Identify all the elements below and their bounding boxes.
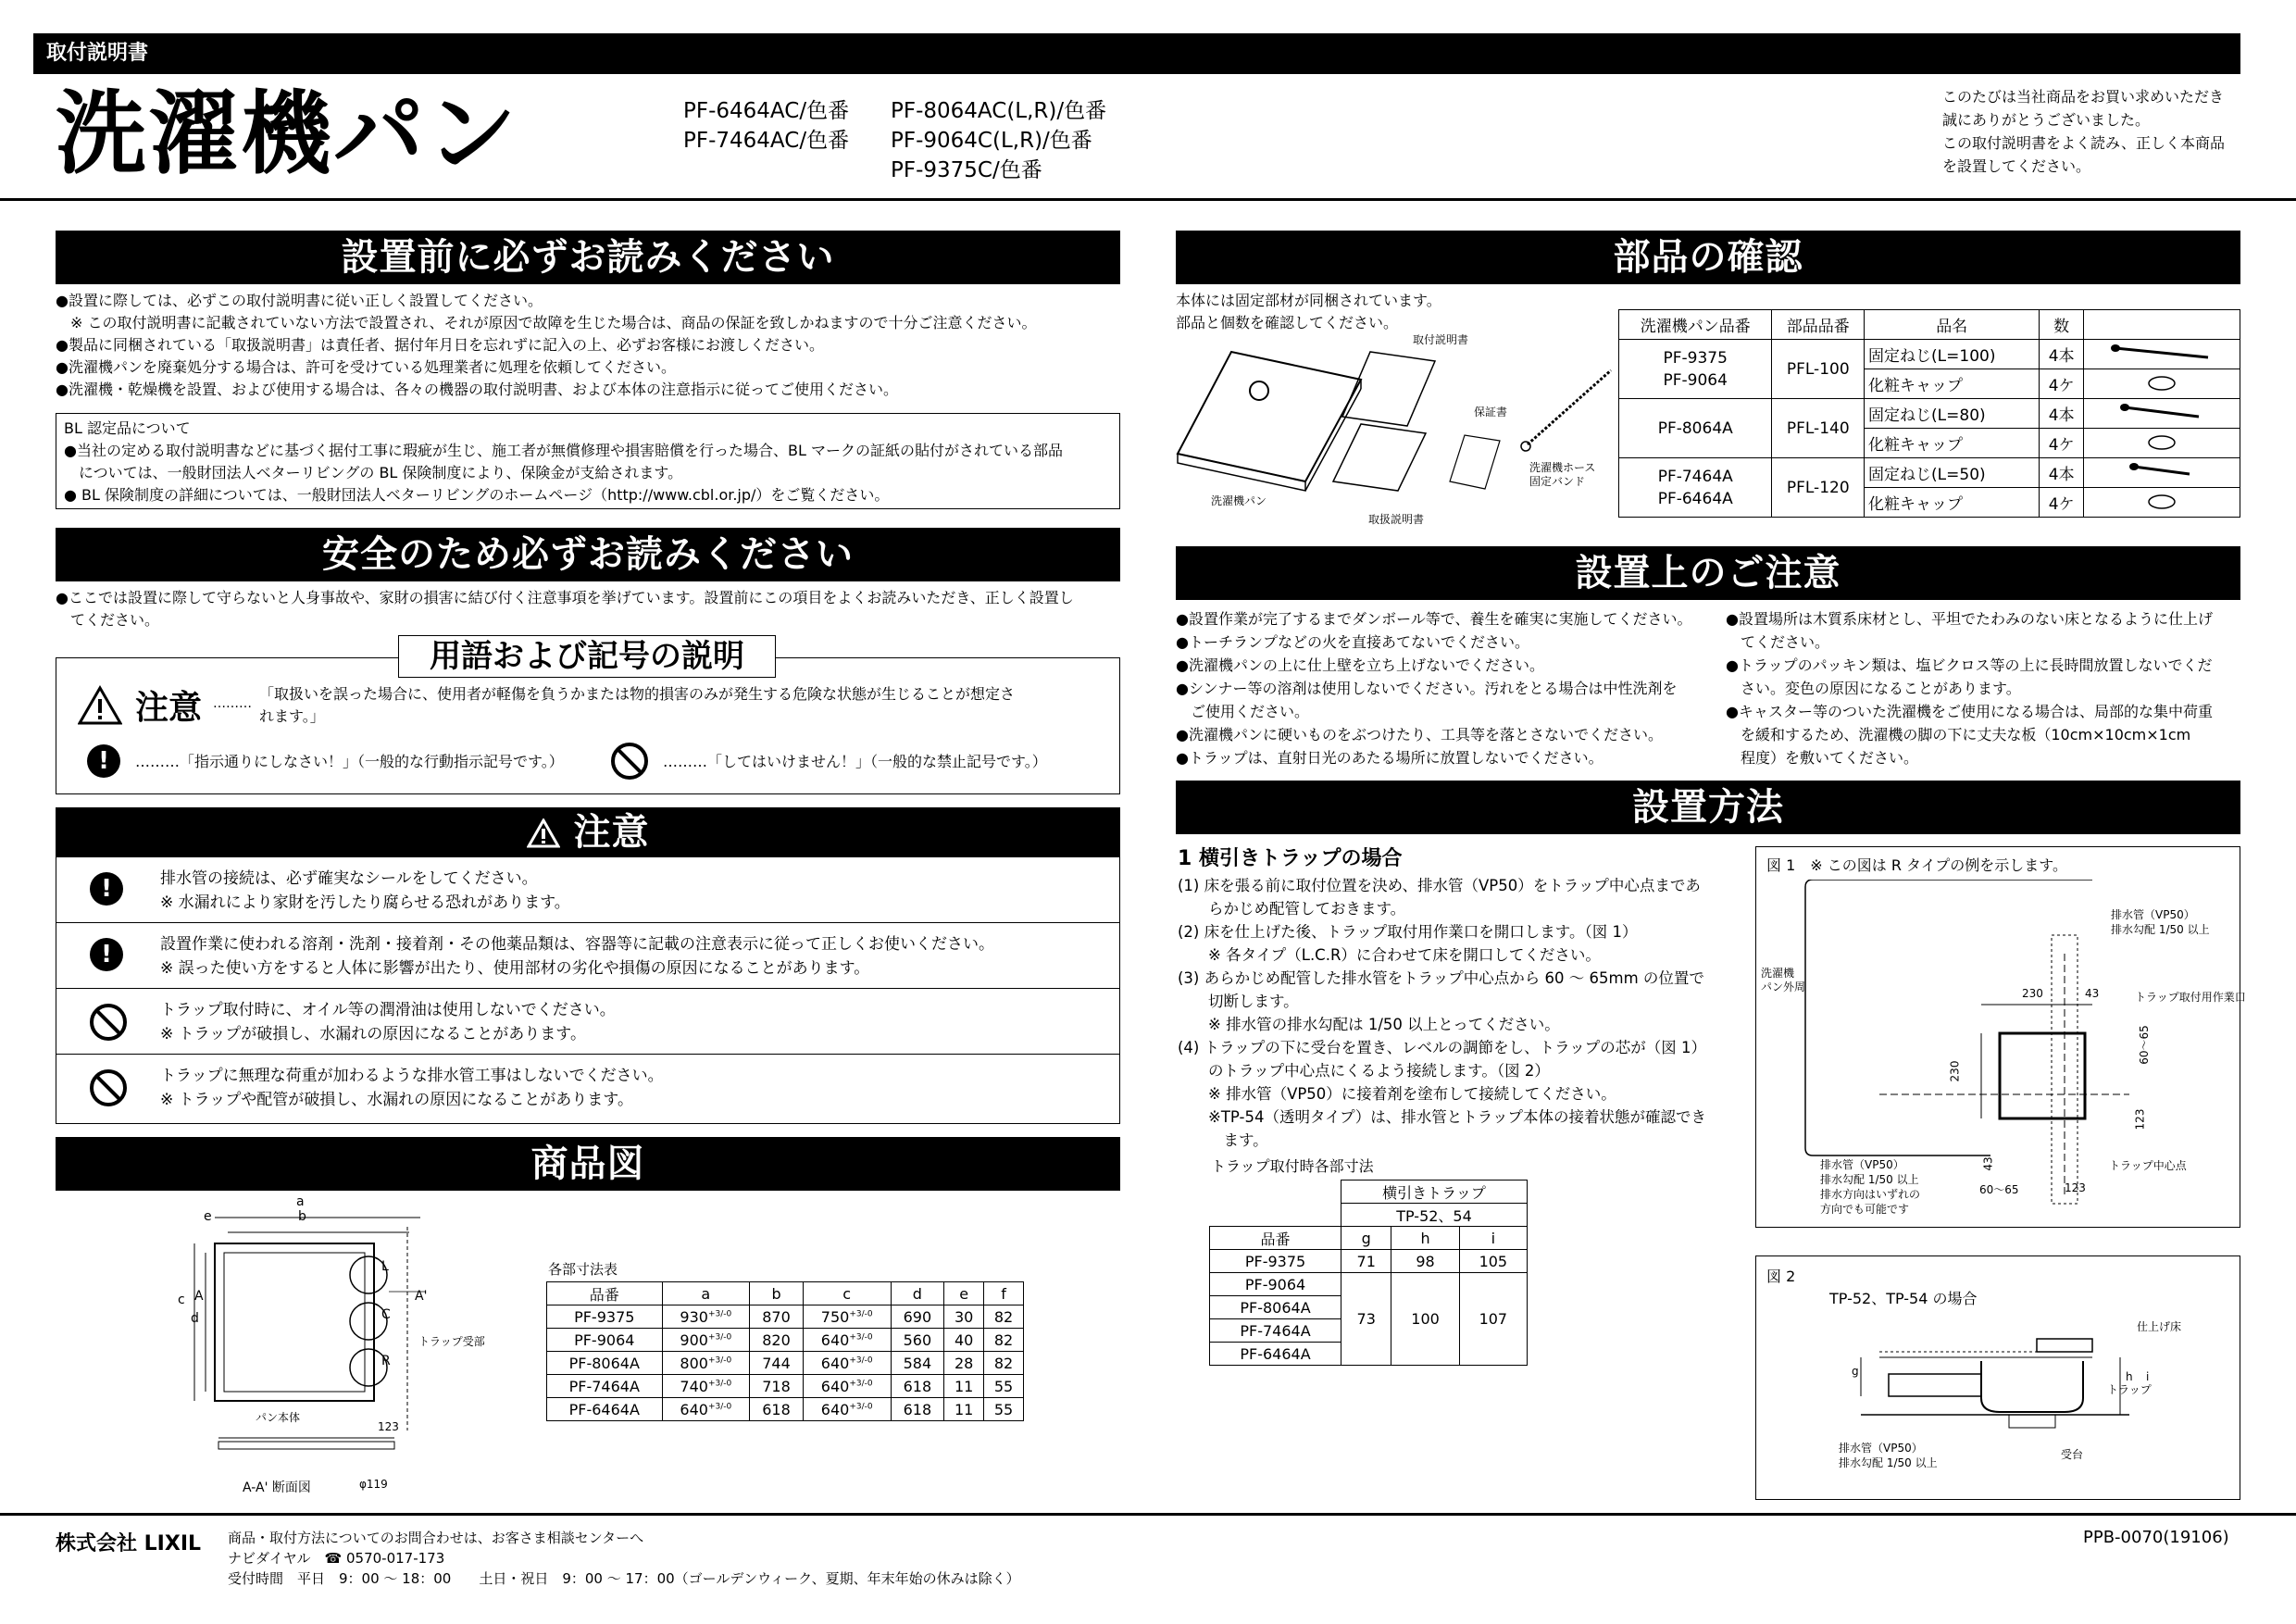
- td: 584: [891, 1352, 944, 1375]
- td: 4本: [2040, 458, 2084, 488]
- table-row: [1210, 1181, 1528, 1204]
- step: ※ 各タイプ（L.C.R）に合わせて床を開口してください。: [1178, 946, 1601, 964]
- td-val: 750: [820, 1307, 850, 1326]
- td: 744: [750, 1352, 804, 1375]
- step: のトラップ中心点にくるよう接続します。（図 2）: [1178, 1062, 1550, 1080]
- td: PF-8064A: [547, 1352, 663, 1375]
- th: 洗濯機パン品番: [1619, 310, 1772, 340]
- model: PF-9375C/色番: [891, 158, 1042, 182]
- dim-table: [546, 1281, 1024, 1421]
- th: h: [1391, 1227, 1459, 1250]
- note: ●トーチランプなどの火を直接あてないでください。: [1176, 633, 1529, 651]
- caution-line: トラップ取付時に、オイル等の潤滑油は使用しないでください。: [160, 1001, 616, 1019]
- step: ※TP-54（透明タイプ）は、排水管とトラップ本体の接着状態が確認でき: [1178, 1108, 1706, 1126]
- td: 105: [1459, 1250, 1527, 1273]
- screw-icon: [2084, 399, 2240, 429]
- th: i: [1459, 1227, 1527, 1250]
- dim-label: 123: [378, 1420, 399, 1433]
- dim-label: e: [204, 1209, 212, 1224]
- td: 4ケ: [2040, 369, 2084, 399]
- tol: +3/-0: [707, 1355, 732, 1366]
- td: [1210, 1181, 1341, 1227]
- bl-line: ●当社の定める取付説明書などに基づく据付工事に瑕疵が生じ、施工者が無償修理や損害賠償を行った場合、BL マークの証紙の貼付がされている部品: [64, 442, 1063, 459]
- part-label: 取付説明書: [1413, 333, 1469, 346]
- table-row: [1210, 1273, 1528, 1296]
- caution-desc: [259, 683, 1092, 728]
- dim-label: a: [296, 1194, 305, 1209]
- dim-label: A: [194, 1289, 204, 1304]
- fig2-slope-text: 排水勾配 1/50 以上: [1839, 1456, 1938, 1469]
- fig2-drain: [1839, 1441, 1938, 1470]
- td: [662, 1398, 750, 1421]
- model: PF-6464AC/色番: [683, 99, 850, 123]
- th: 横引きトラップ: [1341, 1181, 1528, 1204]
- caution-desc-line: れます。」: [259, 707, 325, 725]
- table-row: [547, 1398, 1024, 1421]
- td: 化粧キャップ: [1865, 429, 2040, 458]
- th: [2084, 310, 2240, 340]
- pan-no: PF-9064: [1663, 370, 1728, 390]
- before-item: ●洗濯機パンを廃棄処分する場合は、許可を受けている処理業者に処理を依頼してください。: [56, 358, 676, 376]
- td-val: 800: [680, 1354, 708, 1372]
- td: 107: [1459, 1273, 1527, 1366]
- footer-line: ナビダイヤル ☎ 0570-017-173: [228, 1550, 445, 1567]
- td: 固定ねじ(L=100): [1865, 340, 2040, 369]
- model-list-2: [891, 96, 1106, 185]
- before-item: ●製品に同梱されている「取扱説明書」は責任者、据付年月日を忘れずに記入の上、必ずお客様にお渡しください。: [56, 336, 824, 354]
- td: 化粧キャップ: [1865, 369, 2040, 399]
- greeting-line: 誠にありがとうございました。: [1942, 111, 2151, 129]
- td: [803, 1305, 891, 1329]
- caution-line: ※ トラップや配管が破損し、水漏れの原因になることがあります。: [160, 1091, 633, 1109]
- td-val: 640: [820, 1377, 850, 1395]
- dim: 60～65: [2137, 1025, 2151, 1065]
- td: PF-6464A: [1210, 1343, 1341, 1366]
- td: 40: [944, 1329, 984, 1352]
- trap-label: トラップ受部: [418, 1335, 485, 1348]
- section-header-before: 設置前に必ずお読みください: [56, 231, 1120, 284]
- fig1-dir-line: 排水方向はいずれの: [1820, 1188, 1921, 1201]
- fig2-floor: 仕上げ床: [2137, 1320, 2182, 1333]
- th: d: [891, 1282, 944, 1305]
- td-val: 740: [680, 1377, 708, 1395]
- dim-label: φ119: [359, 1478, 388, 1491]
- tol: +3/-0: [707, 1309, 732, 1319]
- fig1-drain2: [1820, 1157, 1920, 1217]
- safety-intro-line: ●ここでは設置に際して守らないと人身事故や、家財の損害に結び付く注意事項を挙げています。設置前にこの項目をよくお読みいただき、正しく設置し: [56, 589, 1074, 606]
- warning-triangle-icon: [527, 818, 560, 848]
- tol: +3/-0: [849, 1355, 873, 1366]
- caution-word: 注意: [135, 689, 203, 727]
- caution-line: トラップに無理な荷重が加わるような排水管工事はしないでください。: [160, 1067, 664, 1085]
- th: 数: [2040, 310, 2084, 340]
- trap-table: [1209, 1180, 1528, 1366]
- safety-intro: [56, 587, 1129, 631]
- table-row: [1619, 340, 2240, 369]
- footer-contact: [228, 1528, 1020, 1589]
- caution-text: [160, 867, 570, 915]
- td: [662, 1329, 750, 1352]
- footer-line: 受付時間 平日 9：00 ～ 18：00 土日・祝日 9：00 ～ 17：00（ゴールデンウィーク、夏期、年末年始の休みは除く）: [228, 1570, 1020, 1587]
- bl-box: [56, 413, 1120, 509]
- pan-no: PF-9375: [1663, 348, 1728, 368]
- note: ●設置場所は木質系床材とし、平坦でたわみのない床となるように仕上げ: [1726, 610, 2213, 628]
- section-header-safety: 安全のため必ずお読みください: [56, 528, 1120, 581]
- before-list: [56, 290, 1129, 401]
- caution-line: 設置作業に使われる溶剤・洗剤・接着剤・その他薬品類は、容器等に記載の注意表示に従って正しくお使いください。: [160, 935, 994, 954]
- fig2-trap: トラップ: [2107, 1383, 2152, 1396]
- table-row: [547, 1329, 1024, 1352]
- dim-table-title: 各部寸法表: [548, 1261, 618, 1278]
- td: 618: [891, 1398, 944, 1421]
- th: g: [1341, 1227, 1391, 1250]
- fig2-title: 図 2: [1766, 1268, 1796, 1285]
- parts-intro-line: 本体には固定部材が同梱されています。: [1176, 292, 1441, 309]
- mandatory-desc: ………「指示通りにしなさい！」（一般的な行動指示記号です。）: [135, 753, 564, 770]
- pan-no: PF-6464A: [1657, 489, 1733, 508]
- td: [1619, 340, 1772, 399]
- prohibit-icon: [611, 743, 648, 780]
- th: f: [984, 1282, 1024, 1305]
- warning-triangle-icon: [78, 685, 122, 726]
- td: PF-8064A: [1210, 1296, 1341, 1319]
- fig1-dir-line: 方向でも可能です: [1820, 1203, 1910, 1216]
- page-title: 洗濯機パン: [56, 81, 519, 187]
- band-label: 固定バンド: [1529, 475, 1586, 488]
- note: ●設置作業が完了するまでダンボール等で、養生を確実に実施してください。: [1176, 610, 1692, 628]
- caution-line: ※ 誤った使い方をすると人体に影響が出たり、使用部材の劣化や損傷の原因になることがあります。: [160, 959, 870, 978]
- td: 11: [944, 1375, 984, 1398]
- th: b: [750, 1282, 804, 1305]
- caution-desc-line: 「取扱いを誤った場合に、使用者が軽傷を負うかまたは物的損害のみが発生する危険な状態が生じることが想定さ: [259, 685, 1016, 703]
- mandatory-icon: !: [90, 938, 123, 971]
- td: 820: [750, 1329, 804, 1352]
- fig2-sub: TP-52、TP-54 の場合: [1829, 1290, 1978, 1307]
- td: 固定ねじ(L=50): [1865, 458, 2040, 488]
- fig2-drain-text: 排水管（VP50）: [1839, 1442, 1923, 1455]
- td: 4ケ: [2040, 429, 2084, 458]
- note: ●キャスター等のついた洗濯機をご使用になる場合は、局部的な集中荷重: [1726, 703, 2213, 720]
- caution-row: [56, 989, 1119, 1055]
- td: 618: [891, 1375, 944, 1398]
- td-val: 900: [680, 1330, 708, 1349]
- td: PF-8064A: [1619, 399, 1772, 458]
- td: 28: [944, 1352, 984, 1375]
- td: 690: [891, 1305, 944, 1329]
- fig1-opening: トラップ取付用作業口: [2135, 991, 2246, 1004]
- td: 870: [750, 1305, 804, 1329]
- td-val: 640: [820, 1400, 850, 1418]
- td: PF-9375: [1210, 1250, 1341, 1273]
- step: ※ 排水管（VP50）に接着剤を塗布して接続してください。: [1178, 1085, 1616, 1103]
- td: 82: [984, 1305, 1024, 1329]
- fig2-base: 受台: [2061, 1448, 2084, 1461]
- dim-label: C: [381, 1307, 391, 1322]
- step: (3) あらかじめ配管した排水管をトラップ中心点から 60 ～ 65mm の位置で: [1178, 969, 1704, 987]
- table-row: [1619, 399, 2240, 429]
- note: ●洗濯機パンの上に仕上壁を立ち上げないでください。: [1176, 656, 1544, 674]
- note: を緩和するため、洗濯機の脚の下に丈夫な板（10cm×10cm×1cm: [1726, 726, 2191, 743]
- fig1-outer-line: 洗濯機: [1761, 967, 1795, 980]
- mandatory-icon: !: [87, 744, 120, 778]
- greeting-line: を設置してください。: [1942, 157, 2091, 175]
- dim-label: b: [298, 1209, 306, 1224]
- step: ※ 排水管の排水勾配は 1/50 以上とってください。: [1178, 1016, 1560, 1033]
- td-val: 930: [680, 1307, 708, 1326]
- table-row: [1619, 458, 2240, 488]
- th: e: [944, 1282, 984, 1305]
- parts-table: [1618, 309, 2240, 518]
- before-item: ●設置に際しては、必ずこの取付説明書に従い正しく設置してください。: [56, 292, 543, 309]
- trap-table-title: トラップ取付時各部寸法: [1211, 1157, 1374, 1175]
- part-label: [1529, 461, 1595, 489]
- pan-no: PF-7464A: [1657, 467, 1733, 486]
- fig1-outer: [1761, 967, 1805, 994]
- dim: 230: [2022, 987, 2043, 1000]
- td: PF-9064: [1210, 1273, 1341, 1296]
- section-header-method: 設置方法: [1176, 781, 2240, 834]
- screw-icon: [2084, 340, 2240, 369]
- td-val: 640: [820, 1354, 850, 1372]
- td: [803, 1352, 891, 1375]
- greeting: [1942, 85, 2248, 178]
- dim: i: [2146, 1370, 2150, 1383]
- dim-label: c: [178, 1293, 185, 1307]
- td: PFL-120: [1772, 458, 1865, 518]
- parts-intro: [1176, 290, 1441, 334]
- tol: +3/-0: [849, 1332, 873, 1343]
- caution-line: ※ 水漏れにより家財を汚したり腐らせる恐れがあります。: [160, 893, 570, 912]
- note: ●シンナー等の溶剤は使用しないでください。汚れをとる場合は中性洗剤を: [1176, 680, 1678, 697]
- dim: 230: [1948, 1060, 1962, 1082]
- bl-line: については、一般財団法人ベターリビングの BL 保険制度により、保険金が支給されます。: [64, 464, 683, 481]
- header-rule: [0, 198, 2296, 201]
- td: [803, 1398, 891, 1421]
- table-row: [1210, 1227, 1528, 1250]
- table-row: [1619, 310, 2240, 340]
- td: 618: [750, 1398, 804, 1421]
- doc-code: PPB-0070(19106): [2083, 1528, 2229, 1547]
- mandatory-icon: !: [90, 872, 123, 906]
- fig1-drain-text: 排水管（VP50）: [2111, 908, 2195, 921]
- td: 固定ねじ(L=80): [1865, 399, 2040, 429]
- step: 切断します。: [1178, 993, 1299, 1010]
- td: [803, 1329, 891, 1352]
- td: 4ケ: [2040, 488, 2084, 518]
- step: (2) 床を仕上げた後、トラップ取付用作業口を開口します。（図 1）: [1178, 923, 1638, 941]
- greeting-line: この取付説明書をよく読み、正しく本商品: [1942, 134, 2225, 152]
- th: 品名: [1865, 310, 2040, 340]
- th: 部品品番: [1772, 310, 1865, 340]
- caution-header: [56, 807, 1120, 857]
- dim-label: A': [415, 1289, 428, 1304]
- note: ●洗濯機パンに硬いものをぶつけたり、工具等を落とさないでください。: [1176, 726, 1663, 743]
- section-label: A-A' 断面図: [243, 1480, 311, 1495]
- caution-line: 排水管の接続は、必ず確実なシールをしてください。: [160, 869, 538, 888]
- model-list-1: [683, 96, 849, 156]
- table-row: [547, 1375, 1024, 1398]
- td: [662, 1352, 750, 1375]
- method-steps: [1178, 874, 1733, 1152]
- td: PF-6464A: [547, 1398, 663, 1421]
- cap-icon: [2084, 488, 2240, 518]
- parts-drawing: [1176, 333, 1620, 518]
- dim-label: L: [381, 1259, 389, 1274]
- td-val: 640: [820, 1330, 850, 1349]
- bl-line: BL 認定品について: [64, 419, 191, 437]
- before-item: ※ この取付説明書に記載されていない方法で設置され、それが原因で故障を生じた場合は、商品の保証を致しかねますので十分ご注意ください。: [56, 314, 1037, 331]
- notes-left: [1176, 607, 1713, 769]
- td: PF-7464A: [547, 1375, 663, 1398]
- section-header-product: 商品図: [56, 1137, 1120, 1191]
- company-name: 株式会社 LIXIL: [56, 1532, 202, 1555]
- td: [662, 1375, 750, 1398]
- td: 55: [984, 1375, 1024, 1398]
- td: 11: [944, 1398, 984, 1421]
- caution-text: [160, 1064, 664, 1112]
- td: 82: [984, 1352, 1024, 1375]
- note: 程度）を敷いてください。: [1726, 749, 1919, 767]
- td: PF-9375: [547, 1305, 663, 1329]
- caution-text: [160, 998, 616, 1046]
- td: 55: [984, 1398, 1024, 1421]
- step: らかじめ配管しておきます。: [1178, 900, 1406, 918]
- prohibit-desc: ………「してはいけません！」（一般的な禁止記号です。）: [663, 753, 1047, 770]
- th: 品番: [1210, 1227, 1341, 1250]
- notes-right: [1726, 607, 2244, 769]
- fig1-center: トラップ中心点: [2109, 1159, 2187, 1172]
- th: TP-52、54: [1341, 1204, 1528, 1227]
- caution-row: [56, 923, 1119, 989]
- td: 560: [891, 1329, 944, 1352]
- before-item: ●洗濯機・乾燥機を設置、および使用する場合は、各々の機器の取付説明書、および本体の注意指示に従ってご使用ください。: [56, 381, 898, 398]
- part-label: 取扱説明書: [1368, 513, 1425, 526]
- note: ご使用ください。: [1176, 703, 1310, 720]
- td: PF-7464A: [1210, 1319, 1341, 1343]
- note: ●トラップのパッキン類は、塩ビクロス等の上に長時間放置しないでくだ: [1726, 656, 2213, 674]
- section-header-notes: 設置上のご注意: [1176, 546, 2240, 600]
- fig1-outer-line: パン外周: [1761, 981, 1806, 993]
- td: [803, 1375, 891, 1398]
- td-val: 640: [680, 1400, 708, 1418]
- fig1-slope-text: 排水勾配 1/50 以上: [2111, 923, 2210, 936]
- caution-row: [56, 1055, 1119, 1119]
- doc-type-bar: [33, 33, 2240, 74]
- td: 4本: [2040, 340, 2084, 369]
- td: 化粧キャップ: [1865, 488, 2040, 518]
- dim-label: d: [191, 1311, 199, 1326]
- step: ます。: [1178, 1131, 1268, 1149]
- footer-line: 商品・取付方法についてのお問合わせは、お客さま相談センターへ: [228, 1530, 644, 1546]
- caution-table: [56, 857, 1120, 1124]
- dim: 123: [2133, 1108, 2147, 1131]
- td: 71: [1341, 1250, 1391, 1273]
- section-header-parts: 部品の確認: [1176, 231, 2240, 284]
- footer-rule: [0, 1513, 2296, 1516]
- fig1-slope-text: 排水勾配 1/50 以上: [1820, 1173, 1919, 1186]
- band-label: 洗濯機ホース: [1529, 461, 1596, 474]
- th: a: [662, 1282, 750, 1305]
- part-label: 保証書: [1474, 406, 1508, 418]
- th: c: [803, 1282, 891, 1305]
- td: 718: [750, 1375, 804, 1398]
- part-label: 洗濯機パン: [1211, 494, 1267, 507]
- td: [1619, 458, 1772, 518]
- model: PF-7464AC/色番: [683, 129, 850, 153]
- td: PFL-100: [1772, 340, 1865, 399]
- parts-intro-line: 部品と個数を確認してください。: [1176, 314, 1399, 331]
- dim: 43: [2085, 987, 2100, 1000]
- cap-icon: [2084, 429, 2240, 458]
- table-row: [547, 1352, 1024, 1375]
- tol: +3/-0: [707, 1332, 732, 1343]
- td: 98: [1391, 1250, 1459, 1273]
- dim: 60～65: [1979, 1183, 2019, 1196]
- dim: g: [1852, 1365, 1859, 1378]
- model: PF-9064C(L,R)/色番: [891, 129, 1092, 153]
- tol: +3/-0: [849, 1309, 873, 1319]
- tol: +3/-0: [707, 1379, 732, 1389]
- table-row: [547, 1282, 1024, 1305]
- fig1-drain: [2111, 907, 2210, 937]
- dim: h: [2126, 1370, 2133, 1383]
- td: [662, 1305, 750, 1329]
- note: てください。: [1726, 633, 1830, 651]
- tol: +3/-0: [849, 1379, 873, 1389]
- dim-label: R: [381, 1354, 391, 1368]
- th: 品番: [547, 1282, 663, 1305]
- caution-text: [160, 932, 994, 981]
- td: PFL-140: [1772, 399, 1865, 458]
- caution-line: ※ トラップが破損し、水漏れの原因になることがあります。: [160, 1025, 586, 1043]
- td: 100: [1391, 1273, 1459, 1366]
- td: PF-9064: [547, 1329, 663, 1352]
- greeting-line: このたびは当社商品をお買い求めいただき: [1942, 88, 2225, 106]
- td: 82: [984, 1329, 1024, 1352]
- cap-icon: [2084, 369, 2240, 399]
- step: (1) 床を張る前に取付位置を決め、排水管（VP50）をトラップ中心点まであ: [1178, 877, 1701, 894]
- model: PF-8064AC(L,R)/色番: [891, 99, 1107, 123]
- fig1-drain-text: 排水管（VP50）: [1820, 1158, 1904, 1171]
- bl-line: ● BL 保険制度の詳細については、一般財団法人ベターリビングのホームページ（http://www.cbl.or.jp/）をご覧ください。: [64, 486, 890, 504]
- terms-title: 用語および記号の説明: [398, 635, 776, 678]
- dim: 43: [1981, 1156, 1995, 1171]
- screw-icon: [2084, 458, 2240, 488]
- table-row: [547, 1305, 1024, 1329]
- body-label: パン本体: [256, 1411, 301, 1424]
- td: 30: [944, 1305, 984, 1329]
- table-row: [1210, 1250, 1528, 1273]
- caution-row: [56, 857, 1119, 923]
- prohibit-icon: [90, 1069, 127, 1106]
- caution-title: 注意: [573, 811, 650, 854]
- fig1-title: 図 1 ※ この図は R タイプの例を示します。: [1766, 856, 2067, 874]
- dim: 123: [2065, 1181, 2086, 1194]
- note: さい。変色の原因になることがあります。: [1726, 680, 2021, 697]
- safety-intro-line: てください。: [56, 611, 160, 629]
- prohibit-icon: [90, 1004, 127, 1041]
- tol: +3/-0: [849, 1402, 873, 1412]
- doc-type-label: 取付説明書: [46, 42, 149, 65]
- td: 4本: [2040, 399, 2084, 429]
- step: (4) トラップの下に受台を置き、レベルの調節をし、トラップの芯が（図 1）: [1178, 1039, 1707, 1056]
- note: ●トラップは、直射日光のあたる場所に放置しないでください。: [1176, 749, 1603, 767]
- method-subtitle: 1 横引きトラップの場合: [1178, 847, 1403, 870]
- tol: +3/-0: [707, 1402, 732, 1412]
- td: 73: [1341, 1273, 1391, 1366]
- dots: ………: [213, 696, 252, 711]
